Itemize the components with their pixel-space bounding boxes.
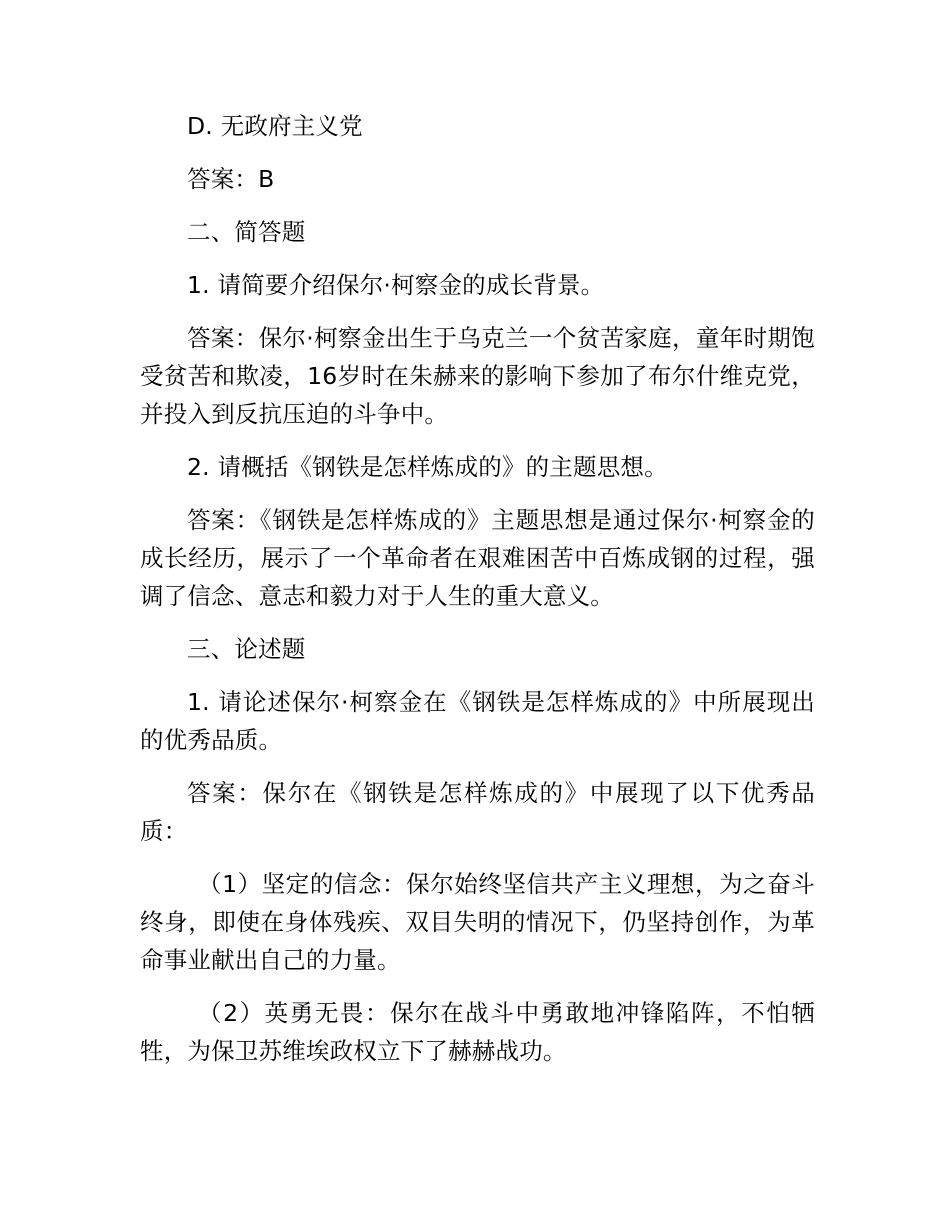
essay-question-1: 1. 请论述保尔·柯察金在《钢铁是怎样炼成的》中所展现出的优秀品质。 — [140, 688, 815, 754]
essay-answer-point-1: （1）坚定的信念：保尔始终坚信共产主义理想，为之奋斗终身，即使在身体残疾、双目失明的情况下，仍坚持创作，为革命事业献出自己的力量。 — [140, 870, 815, 974]
answer-b: 答案：B — [187, 165, 275, 193]
section-heading-short-answer: 二、简答题 — [187, 218, 306, 246]
section-heading-essay: 三、论述题 — [187, 635, 306, 663]
question-1: 1. 请简要介绍保尔·柯察金的成长背景。 — [187, 271, 605, 299]
option-d: D. 无政府主义党 — [187, 112, 363, 140]
answer-2: 答案：《钢铁是怎样炼成的》主题思想是通过保尔·柯察金的成长经历，展示了一个革命者在艰难困苦中百炼成钢的过程，强调了信念、意志和毅力对于人生的重大意义。 — [140, 506, 815, 610]
question-2: 2. 请概括《钢铁是怎样炼成的》的主题思想。 — [187, 453, 668, 481]
answer-1: 答案：保尔·柯察金出生于乌克兰一个贫苦家庭，童年时期饱受贫苦和欺凌，16岁时在朱赫来的影响下参加了布尔什维克党，并投入到反抗压迫的斗争中。 — [140, 324, 815, 428]
essay-answer-intro: 答案：保尔在《钢铁是怎样炼成的》中展现了以下优秀品质： — [140, 779, 815, 845]
essay-answer-point-2: （2）英勇无畏：保尔在战斗中勇敢地冲锋陷阵，不怕牺牲，为保卫苏维埃政权立下了赫赫战功。 — [140, 999, 815, 1065]
document-body — [140, 107, 815, 1085]
